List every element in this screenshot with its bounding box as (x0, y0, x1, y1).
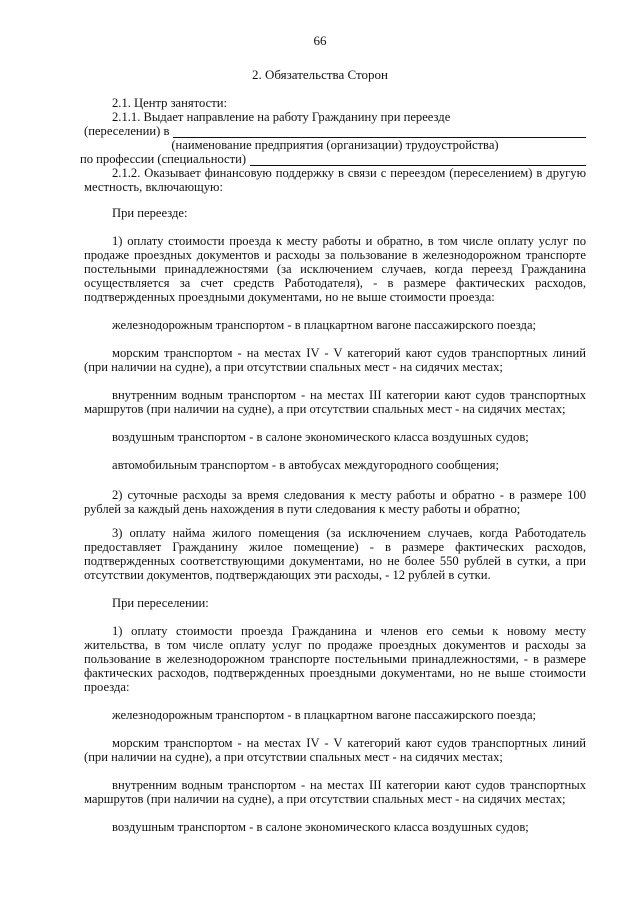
relocation-item-3 (84, 526, 586, 582)
relocation-item-1 (84, 234, 586, 304)
relocation-sea-text: морским транспортом - на местах IV - V категорий кают судов транспортных линий (при наличии на судне), а при отсутствии спальных мест - на сидячих местах; (84, 346, 586, 374)
resettlement-sea (84, 736, 586, 764)
relocation-air (84, 430, 586, 444)
section-title: 2. Обязательства Сторон (252, 67, 388, 82)
relocation-item-2 (84, 488, 586, 516)
profession-blank (250, 153, 586, 166)
clause-2-1-1-text: 2.1.1. Выдает направление на работу Гражданину при переезде (112, 110, 451, 124)
clause-2-1-2-text: 2.1.2. Оказывает финансовую поддержку в связи с переездом (переселением) в другую местность, включающую: (84, 166, 586, 194)
heading-resettlement (84, 596, 586, 610)
relocation-sea (84, 346, 586, 374)
resettlement-rail-text: железнодорожным транспортом - в плацкартном вагоне пассажирского поезда; (112, 708, 537, 722)
destination-label: (переселении) в (84, 124, 170, 138)
clause-2-1-text: 2.1. Центр занятости: (112, 96, 227, 110)
clause-2-1-2 (84, 166, 586, 194)
destination-line (84, 124, 586, 138)
resettlement-air (84, 820, 586, 834)
relocation-item-2-text: 2) суточные расходы за время следования к месту работы и обратно - в размере 100 рублей за каждый день нахождения в пути следования к месту работы и обратно; (84, 488, 586, 516)
page-number: 66 (313, 33, 327, 48)
relocation-rail (84, 318, 586, 332)
relocation-item-3-text: 3) оплату найма жилого помещения (за исключением случаев, когда Работодатель предоставляет Гражданину жилое помещение) - в размере фактических расходов, подтвержденных соответствующими документами, но не более 550 рублей в сутки, а при отсутствии документов, подтверждающих эти расходы, - 12 рублей в сутки. (84, 526, 586, 582)
relocation-item-1-text: 1) оплату стоимости проезда к месту работы и обратно, в том числе оплату услуг по продаже проездных документов и расходы за пользование в железнодорожном транспорте постельными принадлежностями (за исключением случаев, когда переезд Гражданина осуществляется за счет средств Работодателя), - в размере фактических расходов, подтвержденных проездными документами, но не выше стоимости проезда: (84, 234, 586, 304)
relocation-air-text: воздушным транспортом - в салоне экономического класса воздушных судов; (112, 430, 529, 444)
heading-resettlement-text: При переселении: (112, 596, 209, 610)
relocation-auto-text: автомобильным транспортом - в автобусах междугородного сообщения; (112, 458, 499, 472)
relocation-river (84, 388, 586, 416)
relocation-auto (84, 458, 586, 472)
clause-2-1-1 (80, 110, 586, 166)
resettlement-item-1 (84, 624, 586, 694)
relocation-rail-text: железнодорожным транспортом - в плацкартном вагоне пассажирского поезда; (112, 318, 537, 332)
resettlement-rail (84, 708, 586, 722)
resettlement-river (84, 778, 586, 806)
heading-relocation (84, 206, 586, 220)
destination-note: (наименование предприятия (организации) трудоустройства) (171, 138, 499, 152)
relocation-river-text: внутренним водным транспортом - на местах III категории кают судов транспортных маршрутов (при наличии на судне), а при отсутствии спальных мест - на сидячих местах; (84, 388, 586, 416)
resettlement-air-text: воздушным транспортом - в салоне экономического класса воздушных судов; (112, 820, 529, 834)
clause-2-1 (84, 96, 586, 110)
resettlement-river-text: внутренним водным транспортом - на местах III категории кают судов транспортных маршрутов (при наличии на судне), а при отсутствии спальных мест - на сидячих местах; (84, 778, 586, 806)
resettlement-item-1-text: 1) оплату стоимости проезда Гражданина и членов его семьи к новому месту жительства, в том числе оплату услуг по продаже проездных документов и расходы за пользование в железнодорожном транспорте постельными принадлежностями, - в размере фактических расходов, подтвержденных проездными документами, но не выше стоимости проезда: (84, 624, 586, 694)
profession-label: по профессии (специальности) (80, 152, 247, 166)
heading-relocation-text: При переезде: (112, 206, 188, 220)
destination-blank (173, 125, 586, 138)
resettlement-sea-text: морским транспортом - на местах IV - V категорий кают судов транспортных линий (при наличии на судне), а при отсутствии спальных мест - на сидячих местах; (84, 736, 586, 764)
profession-line (80, 152, 586, 166)
